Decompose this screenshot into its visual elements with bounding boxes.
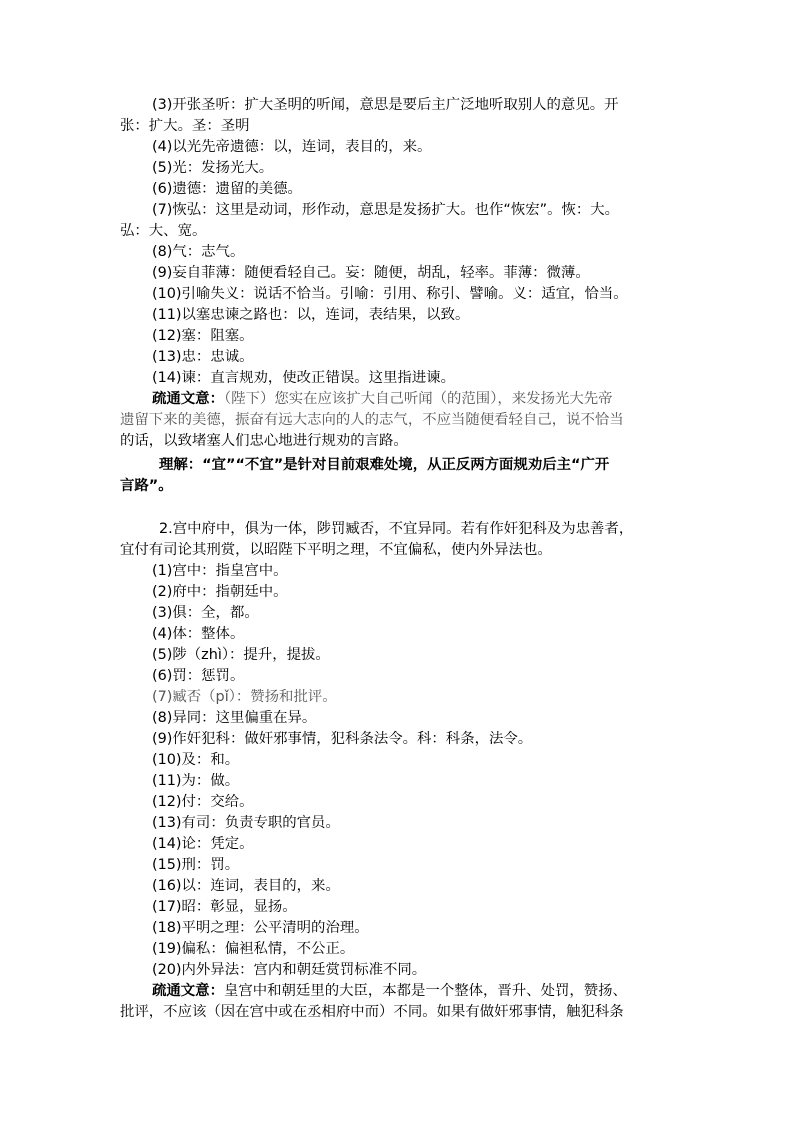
fluent-paragraph-2-line2: 批评，不应该（因在宫中或在丞相府中而）不同。如果有做奸邪事情，触犯科条 xyxy=(120,1004,624,1020)
fluent-paragraph-1-line3: 的话，以致堵塞人们忠心地进行规劝的言路。 xyxy=(120,433,408,449)
note-8: (8)气：志气。 xyxy=(152,244,245,260)
note2-6: (6)罚：惩罚。 xyxy=(152,668,245,684)
note2-20: (20)内外异法：宫内和朝廷赏罚标准不同。 xyxy=(152,962,427,978)
note-11: (11)以塞忠谏之路也：以，连词，表结果，以致。 xyxy=(152,307,470,323)
note-7-cont: 弘：大、宽。 xyxy=(120,223,207,239)
fluent-label-2: 疏通文意： xyxy=(152,983,224,999)
note2-5: (5)陟（zhì）：提升，提拔。 xyxy=(152,647,330,663)
fluent-paragraph-1 xyxy=(152,389,613,410)
fluent-label: 疏通文意： xyxy=(152,391,224,407)
original-text-2-line1: 2.宫中府中，俱为一体，陟罚臧否，不宜异同。若有作奸犯科及为忠善者， xyxy=(159,521,634,537)
note2-8: (8)异同：这里偏重在异。 xyxy=(152,710,317,726)
note-13: (13)忠：忠诚。 xyxy=(152,349,254,365)
note2-11: (11)为：做。 xyxy=(152,773,240,789)
note-4: (4)以光先帝遗德：以，连词，表目的，来。 xyxy=(152,139,432,155)
note2-13: (13)有司：负责专职的官员。 xyxy=(152,815,340,831)
note2-3: (3)俱：全，都。 xyxy=(152,605,259,621)
note2-12: (12)付：交给。 xyxy=(152,794,254,810)
note-6: (6)遗德：遗留的美德。 xyxy=(152,181,302,197)
note2-9: (9)作奸犯科：做奸邪事情，犯科条法令。科：科条，法令。 xyxy=(152,731,533,747)
note2-16: (16)以：连词，表目的，来。 xyxy=(152,878,340,894)
note-9: (9)妄自菲薄：随便看轻自己。妄：随便，胡乱，轻率。菲薄：微薄。 xyxy=(152,265,590,281)
understanding-line1: 理解：“宜”“不宜”是针对目前艰难处境，从正反两方面规劝后主“广开 xyxy=(159,457,610,473)
note2-4: (4)体：整体。 xyxy=(152,626,245,642)
note-12: (12)塞：阻塞。 xyxy=(152,328,254,344)
original-text-2-line2: 宜付有司论其刑赏，以昭陛下平明之理，不宜偏私，使内外异法也。 xyxy=(120,542,552,558)
understanding-line2: 言路”。 xyxy=(120,478,173,494)
note2-10: (10)及：和。 xyxy=(152,752,240,768)
fluent-text: （陛下）您实在应该扩大自己听闻（的范围），来发扬光大先帝 xyxy=(223,391,613,407)
fluent-paragraph-2 xyxy=(152,981,627,1002)
note-7: (7)恢弘：这里是动词，形作动，意思是发扬扩大。也作“恢宏”。恢：大。 xyxy=(152,202,620,218)
note-3-cont: 张：扩大。圣：圣明 xyxy=(120,118,250,134)
fluent-paragraph-1-line2: 遗留下来的美德，振奋有远大志向的人的志气，不应当随便看轻自己，说不恰当 xyxy=(120,412,624,428)
note2-17: (17)昭：彰显，显扬。 xyxy=(152,899,297,915)
note-5: (5)光：发扬光大。 xyxy=(152,160,274,176)
note2-1: (1)宫中：指皇宫中。 xyxy=(152,563,288,579)
note2-18: (18)平明之理：公平清明的治理。 xyxy=(152,920,369,936)
fluent-text-2: 皇宫中和朝廷里的大臣，本都是一个整体，晋升、处罚，赞扬、 xyxy=(223,983,627,999)
note2-19: (19)偏私：偏袒私情，不公正。 xyxy=(152,941,355,957)
note-14: (14)谏：直言规劝，使改正错误。这里指进谏。 xyxy=(152,370,455,386)
note-10: (10)引喻失义：说话不恰当。引喻：引用、称引、譬喻。义：适宜，恰当。 xyxy=(152,286,628,302)
note2-14: (14)论：凭定。 xyxy=(152,836,254,852)
note2-15: (15)刑：罚。 xyxy=(152,857,240,873)
note2-7: (7)臧否（pǐ）：赞扬和批评。 xyxy=(152,689,337,705)
note2-2: (2)府中：指朝廷中。 xyxy=(152,584,288,600)
note-3: (3)开张圣听：扩大圣明的听闻，意思是要后主广泛地听取别人的意见。开 xyxy=(152,97,619,113)
